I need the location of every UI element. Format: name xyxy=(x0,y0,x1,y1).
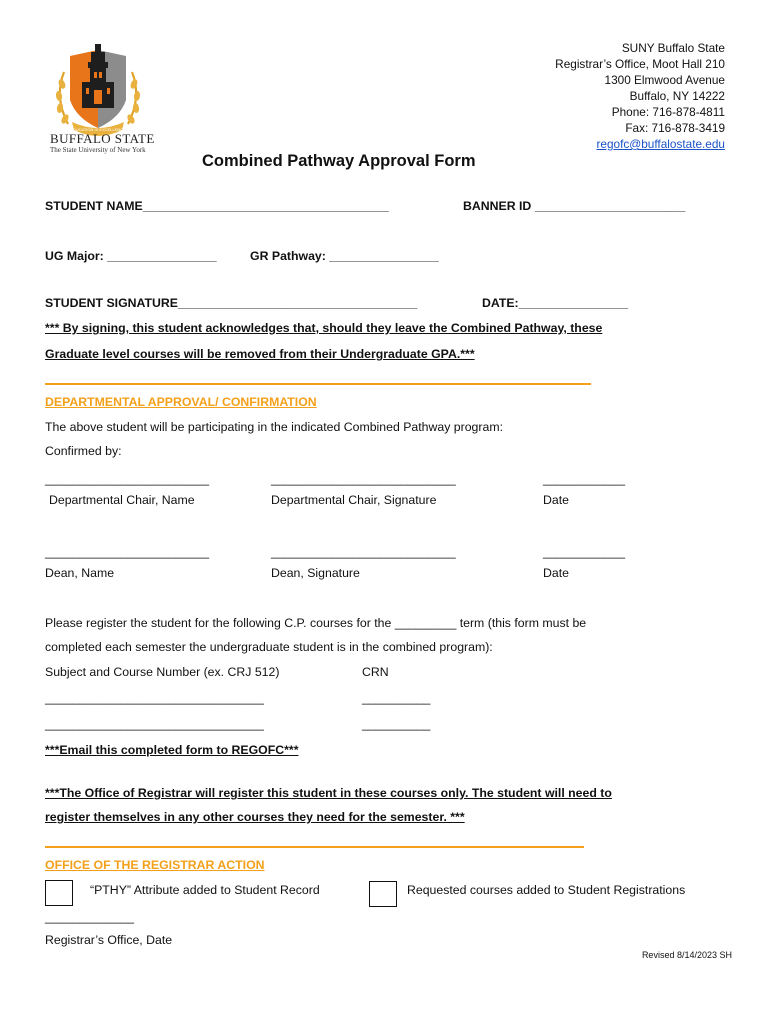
registrar-note-line-2: register themselves in any other courses they need for the semester. *** xyxy=(45,810,465,824)
course-line-1[interactable]: ________________________________ xyxy=(45,691,264,705)
crn-line-1[interactable]: __________ xyxy=(362,691,431,705)
gpa-notice-line-2: Graduate level courses will be removed from their Undergraduate GPA.*** xyxy=(45,347,475,361)
signature-date-field[interactable]: DATE:________________ xyxy=(482,296,629,310)
seal-ribbon-text: EDUCATION IS EXCELLENCE xyxy=(70,127,126,132)
section-divider xyxy=(45,383,591,385)
chair-name-line[interactable]: ________________________ xyxy=(45,472,210,486)
dean-name-line[interactable]: ________________________ xyxy=(45,545,210,559)
crn-label: CRN xyxy=(362,665,389,679)
chair-name-label: Departmental Chair, Name xyxy=(49,493,195,507)
registrar-note-line-1: ***The Office of Registrar will register this student in these courses only. The student will need to xyxy=(45,786,612,800)
pthy-attribute-label: “PTHY” Attribute added to Student Record xyxy=(90,883,320,897)
dean-date-line[interactable]: ____________ xyxy=(543,545,626,559)
chair-signature-label: Departmental Chair, Signature xyxy=(271,493,437,507)
subject-course-label: Subject and Course Number (ex. CRJ 512) xyxy=(45,665,280,679)
dean-date-label: Date xyxy=(543,566,569,580)
fax-number: Fax: 716-878-3419 xyxy=(625,121,725,135)
gr-pathway-field[interactable]: GR Pathway: ________________ xyxy=(250,249,439,263)
departmental-heading: DEPARTMENTAL APPROVAL/ CONFIRMATION xyxy=(45,395,317,409)
dean-signature-line[interactable]: ___________________________ xyxy=(271,545,456,559)
email-instruction: ***Email this completed form to REGOFC*** xyxy=(45,743,299,757)
registrar-action-heading: OFFICE OF THE REGISTRAR ACTION xyxy=(45,858,265,872)
courses-added-checkbox[interactable] xyxy=(369,881,397,907)
participation-statement: The above student will be participating in the indicated Combined Pathway program: xyxy=(45,420,503,434)
confirmed-by-label: Confirmed by: xyxy=(45,444,122,458)
address-line-3: 1300 Elmwood Avenue xyxy=(604,73,725,87)
registrar-signature-line[interactable]: _____________ xyxy=(45,910,134,924)
course-instructions-line-1: Please register the student for the following C.P. courses for the _________ term (this form must be xyxy=(45,616,587,630)
banner-id-field[interactable]: BANNER ID ______________________ xyxy=(463,199,686,213)
section-divider xyxy=(45,846,584,848)
student-name-field[interactable]: STUDENT NAME____________________________________ xyxy=(45,199,389,213)
address-line-4: Buffalo, NY 14222 xyxy=(629,89,725,103)
ug-major-field[interactable]: UG Major: ________________ xyxy=(45,249,217,263)
chair-signature-line[interactable]: ___________________________ xyxy=(271,472,456,486)
courses-added-label: Requested courses added to Student Registrations xyxy=(407,883,686,897)
course-instructions-line-2: completed each semester the undergraduate student is in the combined program): xyxy=(45,640,493,654)
chair-date-label: Date xyxy=(543,493,569,507)
form-title: Combined Pathway Approval Form xyxy=(202,152,476,170)
address-line-2: Registrar’s Office, Moot Hall 210 xyxy=(555,57,725,71)
logo-subtitle: The State University of New York xyxy=(50,146,146,154)
email-link[interactable]: regofc@buffalostate.edu xyxy=(596,137,725,151)
office-address xyxy=(555,40,725,152)
crn-line-2[interactable]: __________ xyxy=(362,717,431,731)
chair-date-line[interactable]: ____________ xyxy=(543,472,626,486)
revision-note: Revised 8/14/2023 SH xyxy=(641,950,732,960)
course-line-2[interactable]: ________________________________ xyxy=(45,717,264,731)
gpa-notice-line-1: *** By signing, this student acknowledges that, should they leave the Combined Pathway, these xyxy=(45,321,603,335)
logo-wordmark: BUFFALO STATE xyxy=(50,131,155,146)
address-line-1: SUNY Buffalo State xyxy=(621,41,725,55)
pthy-attribute-checkbox[interactable] xyxy=(45,880,73,906)
student-signature-field[interactable]: STUDENT SIGNATURE___________________________________ xyxy=(45,296,418,310)
dean-signature-label: Dean, Signature xyxy=(271,566,360,580)
phone-number: Phone: 716-878-4811 xyxy=(611,105,725,119)
dean-name-label: Dean, Name xyxy=(45,566,115,580)
registrar-signature-label: Registrar’s Office, Date xyxy=(45,933,173,947)
